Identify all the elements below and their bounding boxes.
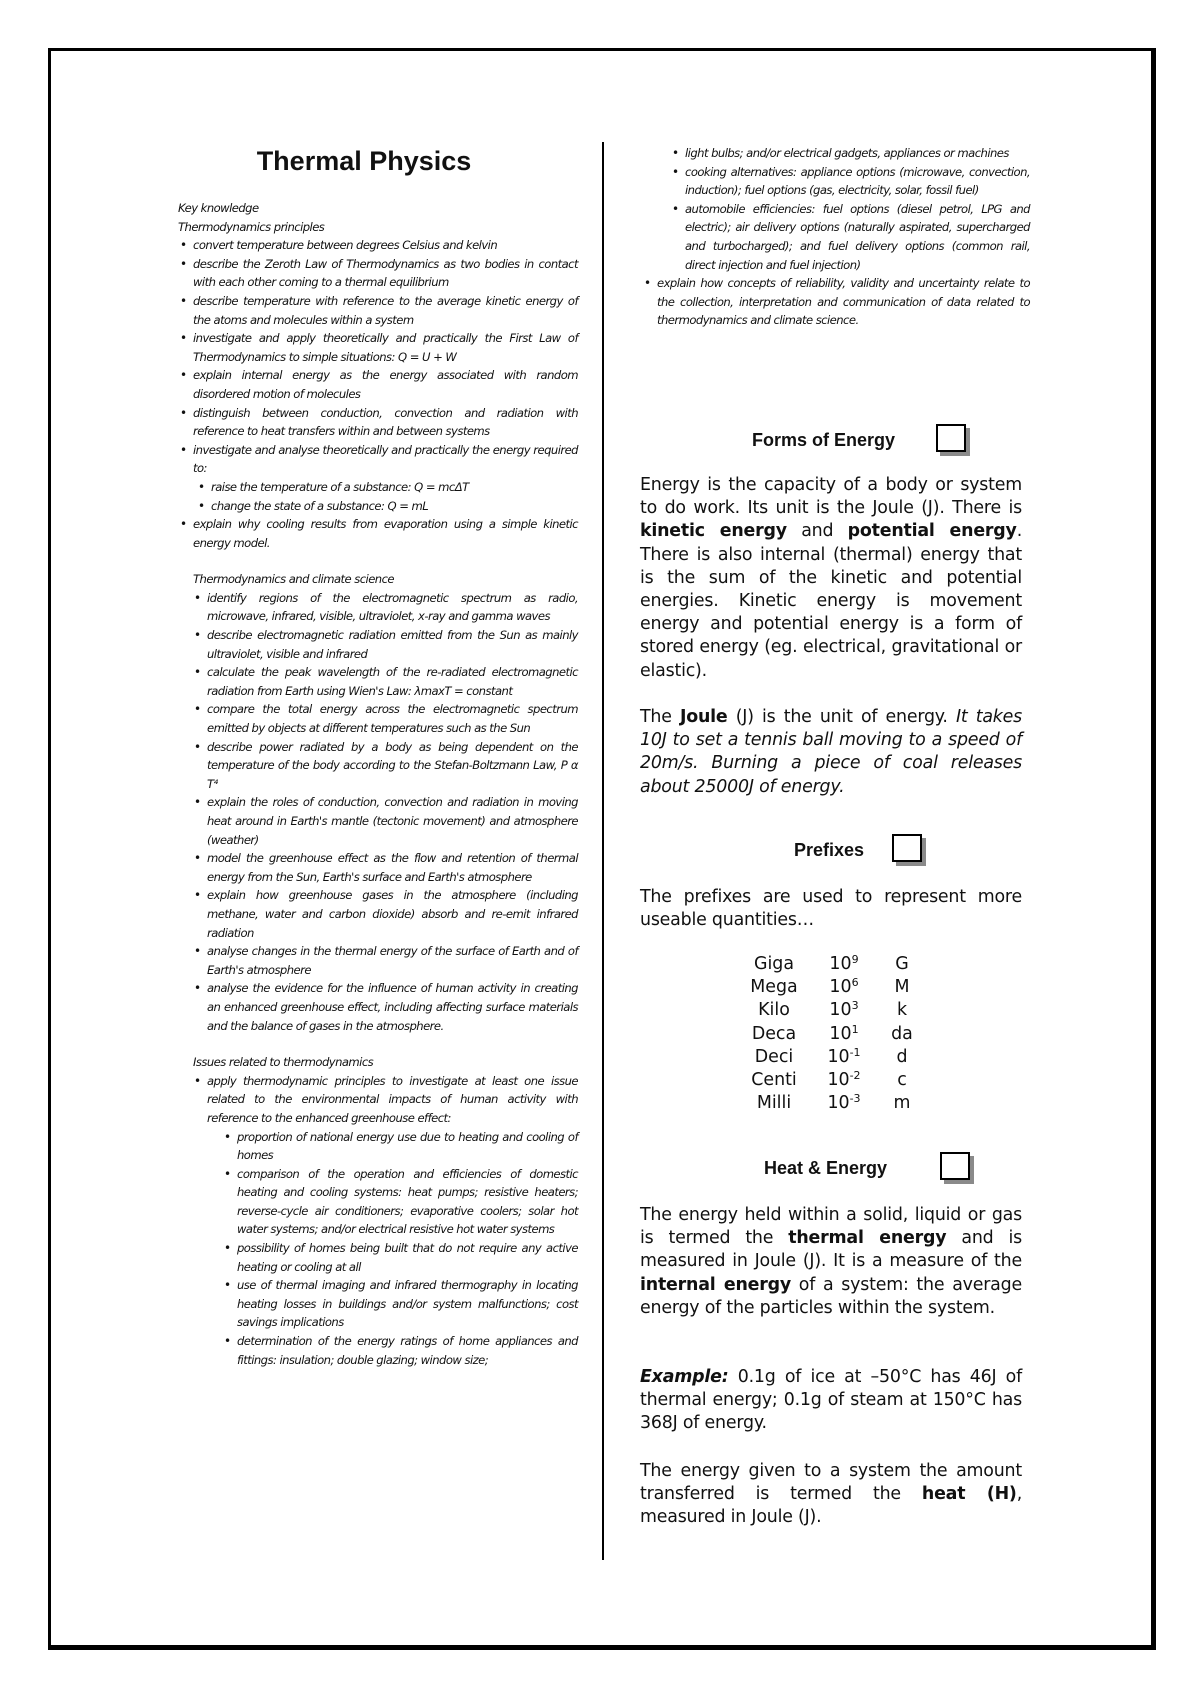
list-item: • proportion of national energy use due to heating and cooling of homes [222, 1128, 578, 1165]
list-item: • convert temperature between degrees Celsius and kelvin [178, 236, 578, 255]
climate-list [192, 589, 578, 1035]
prefix-value [812, 1068, 876, 1091]
column-divider [602, 142, 604, 1560]
list-item: • use of thermal imaging and infrared thermography in locating heating losses in buildings and/or system malfunctions; cost savings implications [222, 1276, 578, 1332]
prefix-name: Centi [751, 1070, 797, 1091]
list-item: • light bulbs; and/or electrical gadgets, appliances or machines [670, 144, 1030, 163]
principles-heading: Thermodynamics principles [178, 219, 325, 234]
prefix-name: Giga [753, 953, 794, 974]
list-item: • analyse changes in the thermal energy of the surface of Earth and of Earth's atmosphere [192, 942, 578, 979]
list-item: • explain how greenhouse gases in the atmosphere (including methane, water and carbon dioxide) absorb and re-emit infrared radiation [192, 886, 578, 942]
page-title: Thermal Physics [256, 146, 472, 176]
prefix-table [736, 952, 928, 1115]
issues-list [222, 1128, 578, 1370]
heat-term: heat (H) [921, 1484, 1017, 1505]
wien-formula: λmaxT = constant [414, 683, 513, 698]
issues-list-continued [670, 144, 1030, 274]
prefix-base: 10 [829, 953, 852, 974]
issues-intro-list [192, 1072, 578, 1128]
list-item: • possibility of homes being built that do not require any active heating or cooling at all [222, 1239, 578, 1276]
prefix-row [736, 1092, 928, 1115]
list-item: • change the state of a substance: Q = mL [196, 497, 578, 516]
thermal-energy-term: thermal energy [788, 1228, 947, 1249]
text-run: 0.1g of ice at –50°C has 46J of thermal energy; 0.1g of steam at 150°C has 368J of energy. [640, 1367, 1022, 1434]
prefix-symbol: G [895, 953, 909, 974]
text-run: and [786, 521, 848, 542]
principles-list [178, 236, 578, 478]
prefix-base: 10 [827, 1093, 850, 1114]
prefix-row [736, 975, 928, 998]
list-item: • explain how concepts of reliability, validity and uncertainty relate to the collection, interpretation and communication of data related to thermodynamics and climate science. [642, 274, 1030, 330]
list-item [192, 663, 578, 700]
kinetic-energy-term: kinetic energy [640, 521, 787, 542]
prefix-name: Milli [756, 1093, 792, 1114]
prefix-base: 10 [827, 1046, 850, 1067]
list-item: • describe the Zeroth Law of Thermodynamics as two bodies in contact with each other coming to a thermal equilibrium [178, 255, 578, 292]
right-column-continued-list [640, 144, 1030, 330]
list-item: • analyse the evidence for the influence of human activity in creating an enhanced greenhouse effect, including affecting surface materials and the balance of gases in the atmosphere. [192, 979, 578, 1035]
prefix-row [736, 1045, 928, 1068]
prefix-exponent: -3 [849, 1092, 861, 1106]
wien-text: calculate the peak wavelength of the re-radiated electromagnetic radiation from Earth using Wien's Law: [207, 665, 578, 698]
prefix-value [812, 999, 876, 1022]
prefix-name: Kilo [758, 1000, 790, 1021]
prefix-symbol: M [894, 976, 910, 997]
stefan-formula: P α T⁴ [207, 758, 578, 791]
prefix-name: Mega [750, 976, 798, 997]
reliability-list [642, 274, 1030, 330]
prefix-value [812, 1045, 876, 1068]
checkbox-heat-energy[interactable] [940, 1152, 970, 1180]
joule-term: Joule [679, 707, 728, 727]
text-run: and is measured in Joule (J). It is a measure of the [640, 1228, 1022, 1272]
list-item: • explain why cooling results from evaporation using a simple kinetic energy model. [178, 515, 578, 552]
potential-energy-term: potential energy [847, 521, 1017, 542]
text-run: of a system: the average energy of the particles within the system. [640, 1274, 1022, 1318]
prefix-exponent: -1 [849, 1045, 861, 1059]
text-run: The energy given to a system the amount transferred is termed the [640, 1461, 1022, 1505]
prefix-base: 10 [827, 1070, 850, 1091]
key-knowledge [178, 199, 578, 1369]
prefix-base: 10 [829, 1000, 852, 1021]
internal-energy-term: internal energy [640, 1274, 791, 1295]
left-column [178, 146, 578, 1369]
list-item: • compare the total energy across the electromagnetic spectrum emitted by objects at different temperatures such as the Sun [192, 700, 578, 737]
prefix-row [736, 1022, 928, 1045]
key-knowledge-heading: Key knowledge [178, 201, 259, 215]
prefix-symbol: da [891, 1023, 913, 1044]
checkbox-prefixes[interactable] [892, 834, 922, 862]
prefix-symbol: c [897, 1070, 907, 1091]
list-item: • model the greenhouse effect as the flow and retention of thermal energy from the Sun, Earth's surface and Earth's atmosphere [192, 849, 578, 886]
list-item: • cooking alternatives: appliance options (microwave, convection, induction); fuel options (gas, electricity, solar, fossil fuel) [670, 163, 1030, 200]
text-run: . There is also internal (thermal) energy that is the sum of the kinetic and potential energies. Kinetic energy is movement energy and potential energy is a form of stored energy (eg. electrical, gravitational or elastic). [640, 521, 1023, 681]
prefix-name: Deci [754, 1046, 794, 1067]
cooling-list [178, 515, 578, 552]
list-item: • determination of the energy ratings of home appliances and fittings: insulation; double glazing; window size; [222, 1332, 578, 1369]
prefixes-intro: The prefixes are used to represent more useable quantities… [640, 887, 1022, 931]
text-run: The energy held within a solid, liquid or gas is termed the [640, 1205, 1022, 1249]
prefix-name: Deca [751, 1023, 797, 1044]
list-item: • describe temperature with reference to the average kinetic energy of the atoms and molecules within a system [178, 292, 578, 329]
forms-of-energy-paragraph [640, 474, 1022, 683]
climate-heading: Thermodynamics and climate science [193, 572, 395, 587]
energy-required-list [196, 478, 578, 515]
list-item [192, 738, 578, 794]
heat-energy-heading: Heat & Energy [764, 1158, 888, 1178]
prefix-row [736, 1068, 928, 1091]
prefix-value [812, 975, 876, 998]
issues-heading: Issues related to thermodynamics [193, 1055, 374, 1070]
list-item: • distinguish between conduction, convection and radiation with reference to heat transfers within and between systems [178, 404, 578, 441]
example-label: Example: [640, 1367, 729, 1387]
text-run: Energy is the capacity of a body or system to do work. Its unit is the Joule (J). There is [640, 475, 1022, 519]
joule-example: It takes 10J to set a tennis ball moving to a speed of 20m/s. Burning a piece of coal releases about 25000J of energy. [640, 707, 1023, 797]
list-item: • comparison of the operation and efficiencies of domestic heating and cooling systems: heat pumps; resistive heaters; reverse-cycle air conditioners; evaporative coolers; solar hot water systems; and/or electrical resistive hot water systems [222, 1165, 578, 1239]
list-item: • apply thermodynamic principles to investigate at least one issue related to the environmental impacts of human activity with reference to the enhanced greenhouse effect: [192, 1072, 578, 1128]
list-item: • raise the temperature of a substance: Q = mcΔT [196, 478, 578, 497]
list-item: • investigate and apply theoretically and practically the First Law of Thermodynamics to simple situations: Q = U + W [178, 329, 578, 366]
text-run: The [640, 707, 680, 727]
example-paragraph [640, 1366, 1022, 1436]
prefix-value [812, 952, 876, 975]
list-item: • automobile efficiencies: fuel options (diesel petrol, LPG and electric); air delivery options (naturally aspirated, supercharged and turbocharged); and fuel delivery options (common rail, direct injection and fuel injection) [670, 200, 1030, 274]
stefan-text: describe power radiated by a body as being dependent on the temperature of the body according to the Stefan-Boltzmann Law, [207, 739, 578, 773]
thermal-energy-paragraph [640, 1204, 1022, 1320]
heat-paragraph [640, 1460, 1022, 1530]
prefix-base: 10 [829, 976, 852, 997]
prefix-row [736, 952, 928, 975]
list-item: • explain internal energy as the energy associated with random disordered motion of molecules [178, 366, 578, 403]
checkbox-forms-of-energy[interactable] [936, 424, 966, 452]
prefix-base: 10 [829, 1023, 852, 1044]
forms-of-energy-heading: Forms of Energy [752, 430, 896, 450]
prefix-row [736, 999, 928, 1022]
prefix-value [812, 1022, 876, 1045]
prefix-symbol: m [893, 1093, 911, 1114]
joule-paragraph [640, 706, 1022, 799]
prefix-symbol: d [896, 1046, 908, 1067]
list-item: • identify regions of the electromagnetic spectrum as radio, microwave, infrared, visible, ultraviolet, x-ray and gamma waves [192, 589, 578, 626]
text-run: (J) is the unit of energy. [727, 707, 956, 727]
text-run: , measured in Joule (J). [640, 1484, 1023, 1528]
prefix-exponent: 1 [851, 1022, 859, 1036]
prefix-value [812, 1092, 876, 1115]
list-item: • investigate and analyse theoretically and practically the energy required to: [178, 441, 578, 478]
list-item: • describe electromagnetic radiation emitted from the Sun as mainly ultraviolet, visible and infrared [192, 626, 578, 663]
prefix-exponent: 6 [851, 975, 859, 989]
prefix-exponent: -2 [849, 1069, 861, 1083]
prefix-exponent: 9 [851, 952, 859, 966]
prefix-symbol: k [896, 1000, 908, 1021]
prefix-exponent: 3 [851, 999, 859, 1013]
list-item: • explain the roles of conduction, convection and radiation in moving heat around in Earth's mantle (tectonic movement) and atmosphere (weather) [192, 793, 578, 849]
prefixes-heading: Prefixes [794, 840, 865, 860]
